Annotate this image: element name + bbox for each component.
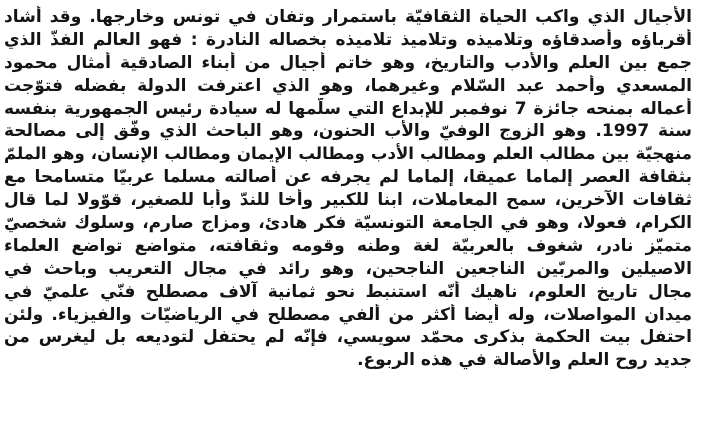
text-line: ميدان المواصلات، وله أيضا أكثر من ألفي مصطلح في الرياضيّات والفيزياء. ولئن <box>4 304 692 325</box>
text-line: ثقافات الآخرين، سمح المعاملات، ابنا للكبير وأخا للندّ وأبا للصغير، قوّولا لما قال <box>4 190 692 211</box>
text-line: مجال تاريخ العلوم، ناهيك أنّه استنبط نحو ثمانية آلاف مصطلح فنّي علميّ في <box>4 281 692 302</box>
text-line: الاصيلين والمربّين الناجعين الناجحين، وهو رائد في مجال التعريب وباحث في <box>4 258 692 279</box>
text-line: المسعدي وأحمد عبد السّلام وغيرهما، وهو الذي اعترفت الدولة بفضله فتوّجت <box>4 75 692 96</box>
text-line: أقرباؤه وأصدقاؤه وتلاميذه وتلاميذ تلاميذه بخصاله النادرة : فهو العالم الفذّ الذي <box>4 29 692 50</box>
text-line: الأجيال الذي واكب الحياة الثقافيّة باستمرار وتفان في تونس وخارجها. وقد أشاد <box>4 7 692 27</box>
text-line: بثقافة العصر إلماما عميقا، إلماما لم يجرفه عن أصالته مسلما عربيّا متسامحا مع <box>4 167 692 188</box>
text-line: الكرام، فعولا، وهو في الجامعة التونسيّة فكر هادئ، ومزاج صارم، وسلوك شخصيّ <box>4 213 692 234</box>
text-line: جمع بين العلم والأدب والتاريخ، وهو خاتم أجيال من أبناء الصادقية أمثال محمود <box>4 52 692 73</box>
text-line-last: جديد روح العلم والأصالة في هذه الربوع. <box>357 350 692 371</box>
text-line: منهجيّة بين مطالب العلم ومطالب الأدب ومطالب الإيمان ومطالب الإنسان، وهو الملمّ <box>4 144 692 164</box>
text-line: متميّز نادر، شغوف بالعربيّة لغة وطنه وقومه وثقافته، متواضع تواضع العلماء <box>4 235 692 256</box>
body-paragraph <box>4 6 692 372</box>
text-line: سنة 1997. وهو الزوج الوفيّ والأب الحنون، وهو الباحث الذي وفّق إلى مصالحة <box>4 121 692 142</box>
text-line: احتفل بيت الحكمة بذكرى محمّد سويسي، فإنّه لم يحتفل لتوديعه بل ليغرس من <box>4 327 692 348</box>
text-line: أعماله بمنحه جائزة 7 نوفمبر للإبداع التي سلّمها له سيادة رئيس الجمهورية بنفسه <box>4 98 692 119</box>
